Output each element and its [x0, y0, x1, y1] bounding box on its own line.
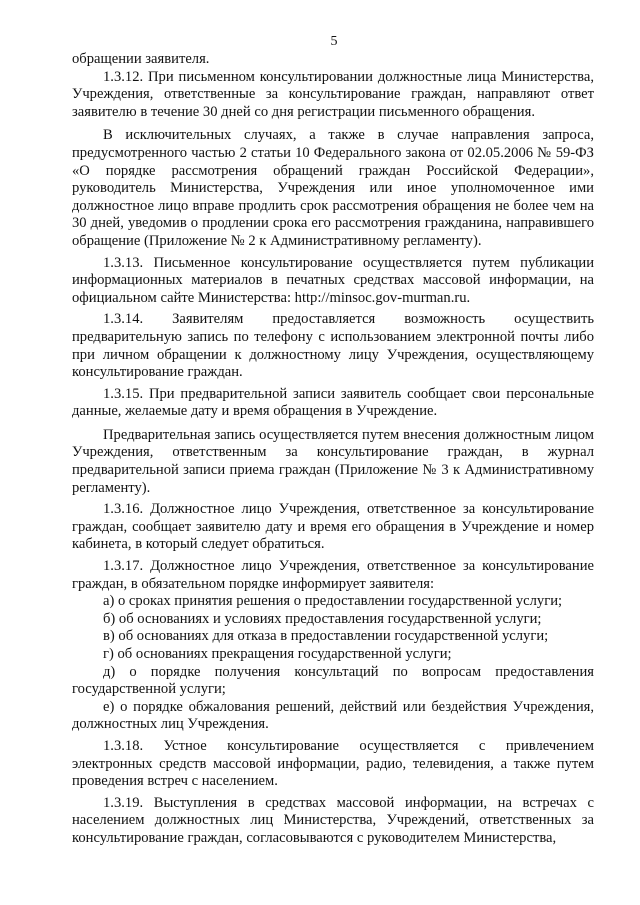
page-number: 5	[330, 34, 338, 49]
paragraph-1-3-19: 1.3.19. Выступления в средствах массовой информации, на встречах с населением должностных лиц Министерства, Учреждений, ответственных за консультирование граждан, согласовываются с руководителем Министерства,	[72, 794, 594, 846]
paragraph-1-3-15: 1.3.15. При предварительной записи заявитель сообщает свои персональные данные, желаемые дату и время обращения в Учреждение.	[72, 385, 594, 420]
paragraph-preliminary-record: Предварительная запись осуществляется путем внесения должностным лицом Учреждения, ответственным за консультирование граждан, в журнал предварительной записи приема граждан (Приложение № 3 к Административному регламенту).	[72, 426, 594, 496]
list-item-v: в) об основаниях для отказа в предоставлении государственной услуги;	[103, 628, 549, 645]
document-body	[72, 51, 594, 848]
list-item-e: е) о порядке обжалования решений, действий или бездействия Учреждения, должностных лиц Учреждения.	[72, 698, 594, 733]
paragraph-1-3-16: 1.3.16. Должностное лицо Учреждения, ответственное за консультирование граждан, сообщает заявителю дату и время его обращения в Учреждение и номер кабинета, в который следует обратиться.	[72, 501, 594, 553]
list-item-b: б) об основаниях и условиях предоставления государственной услуги;	[103, 610, 542, 627]
paragraph-continuation: обращении заявителя.	[72, 51, 210, 67]
list-item-d: д) о порядке получения консультаций по вопросам предоставления государственной услуги;	[72, 663, 594, 698]
list-item-a: а) о сроках принятия решения о предоставлении государственной услуги;	[103, 593, 563, 610]
paragraph-1-3-14: 1.3.14. Заявителям предоставляется возможность осуществить предварительную запись по телефону с использованием электронной почты либо при личном обращении к должностному лицу Учреждения, осуществляющему консультирование граждан.	[72, 311, 594, 381]
paragraph-1-3-13: 1.3.13. Письменное консультирование осуществляется путем публикации информационных материалов в печатных средствах массовой информации, на официальном сайте Министерства: http://minsoc.gov-murman.ru.	[72, 254, 594, 306]
paragraph-1-3-18: 1.3.18. Устное консультирование осуществляется с привлечением электронных средств массовой информации, радио, телевидения, а также путем проведения встреч с населением.	[72, 737, 594, 790]
paragraph-1-3-17: 1.3.17. Должностное лицо Учреждения, ответственное за консультирование граждан, в обязательном порядке информирует заявителя:	[72, 558, 594, 592]
paragraph-1-3-12: 1.3.12. При письменном консультировании должностные лица Министерства, Учреждения, ответственные за консультирование граждан, направляют ответ заявителю в течение 30 дней со дня регистрации письменного обращения.	[72, 68, 594, 120]
paragraph-exceptional-cases: В исключительных случаях, а также в случае направления запроса, предусмотренного частью 2 статьи 10 Федерального закона от 02.05.2006 № 59-ФЗ «О порядке рассмотрения обращений граждан Российской Федерации», руководитель Министерства, Учреждения или иное уполномоченное ими должностное лицо вправе продлить срок рассмотрения обращения не более чем на 30 дней, уведомив о продлении срока его рассмотрения гражданина, направившего обращение (Приложение № 2 к Административному регламенту).	[72, 127, 594, 249]
list-item-g: г) об основаниях прекращения государственной услуги;	[103, 646, 452, 662]
